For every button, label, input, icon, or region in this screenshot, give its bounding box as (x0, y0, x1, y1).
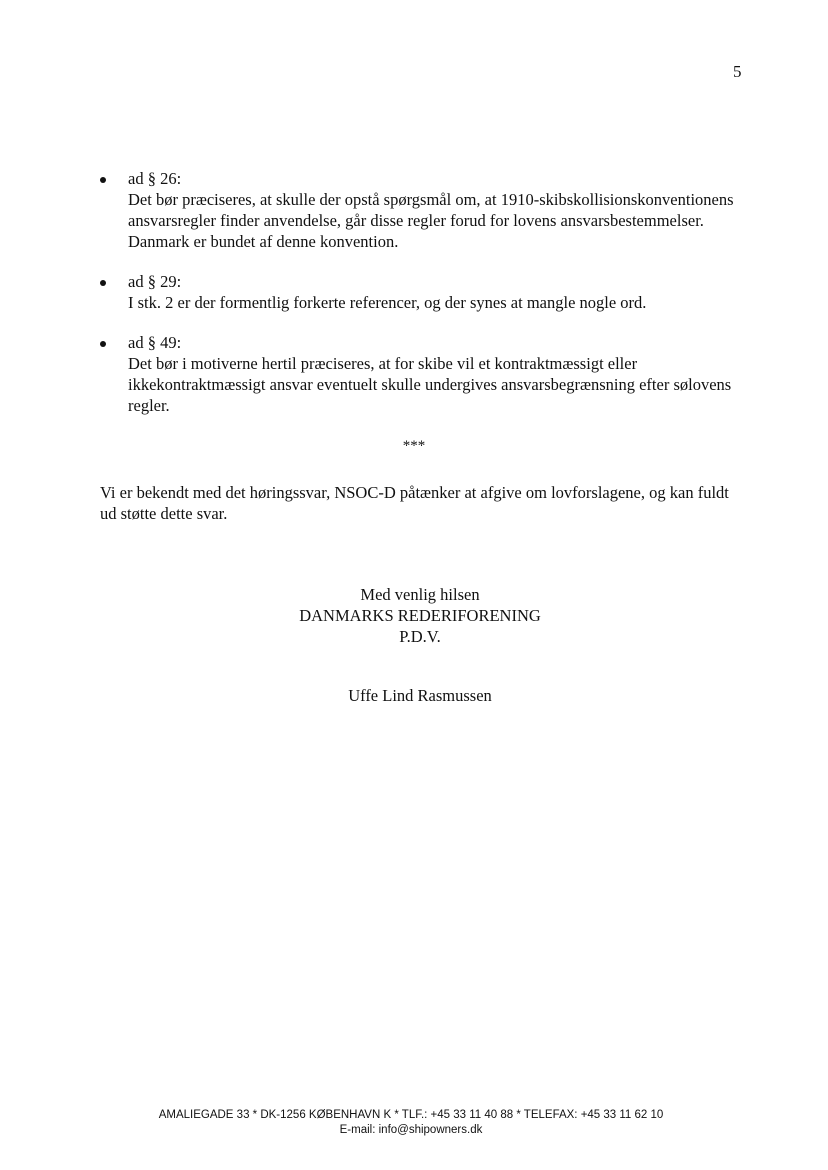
item-heading: ad § 29: (128, 272, 182, 291)
closing-paragraph: Vi er bekendt med det høringssvar, NSOC-D påtænker at afgive om lovforslagene, og kan fuldt ud støtte dette svar. (100, 483, 729, 523)
signature-block (0, 584, 828, 647)
list-item (98, 332, 738, 416)
footer-email: E-mail: info@shipowners.dk (339, 1124, 483, 1136)
item-body: Det bør præciseres, at skulle der opstå spørgsmål om, at 1910-skibskollisionskonventionens ansvarsregler finder anvendelse, går disse regler forud for lovens ansvarsbestemmelser. Danmark er bundet af denne konvention. (128, 190, 734, 251)
bullet-icon (100, 341, 106, 347)
item-heading: ad § 49: (128, 333, 182, 352)
item-body: I stk. 2 er der formentlig forkerte referencer, og der synes at mangle nogle ord. (128, 293, 647, 312)
letterhead-footer (0, 1108, 822, 1138)
organization-name: DANMARKS REDERIFORENING (299, 606, 541, 625)
bullet-icon (100, 280, 106, 286)
list-item (98, 168, 738, 252)
comment-list (98, 168, 738, 435)
section-separator: *** (402, 438, 426, 454)
greeting: Med venlig hilsen (360, 585, 480, 604)
item-heading: ad § 26: (128, 169, 182, 188)
signer-name: Uffe Lind Rasmussen (348, 686, 492, 705)
page-number: 5 (733, 62, 742, 81)
item-body: Det bør i motiverne hertil præciseres, at for skibe vil et kontraktmæssigt eller ikkekontraktmæssigt ansvar eventuelt skulle undergives ansvarsbegrænsning efter sølovens regler. (128, 354, 732, 415)
list-item (98, 271, 738, 313)
footer-address: AMALIEGADE 33 * DK-1256 KØBENHAVN K * TLF.: +45 33 11 40 88 * TELEFAX: +45 33 11 62 10 (158, 1109, 664, 1121)
bullet-icon (100, 177, 106, 183)
pdv-note: P.D.V. (399, 627, 441, 646)
